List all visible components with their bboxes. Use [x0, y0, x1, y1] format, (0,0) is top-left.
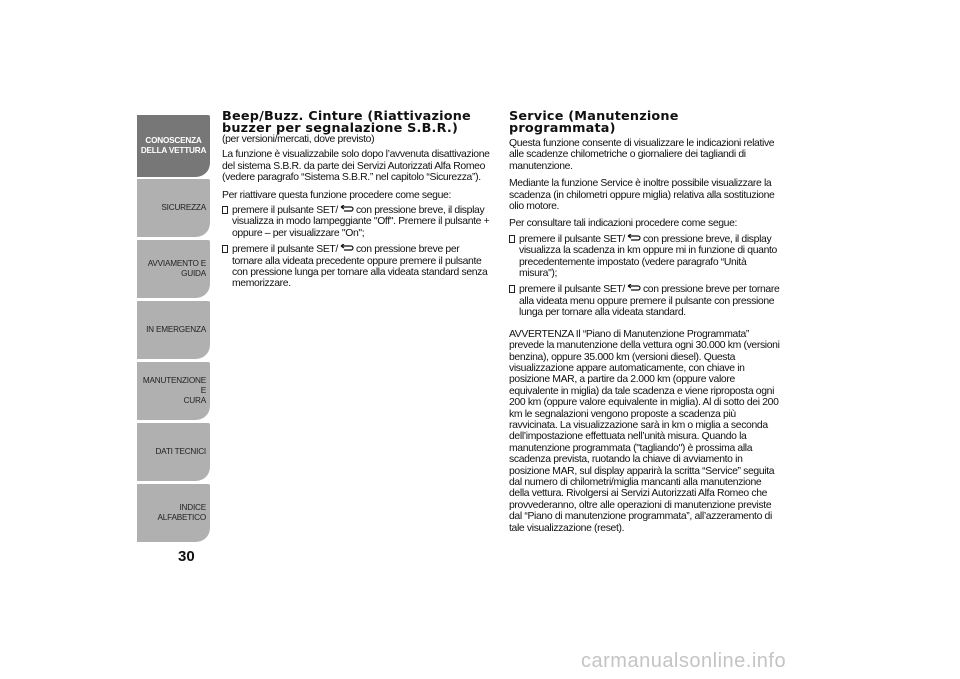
- checkbox-bullet-icon: [509, 285, 515, 293]
- list-item: [222, 244, 492, 290]
- return-arrow-icon: [627, 234, 641, 241]
- paragraph: Per riattivare questa funzione procedere come segue:: [222, 189, 452, 201]
- return-arrow-icon: [340, 244, 354, 251]
- bullet-text: premere il pulsante SET/: [232, 244, 338, 256]
- checkbox-bullet-icon: [509, 235, 515, 243]
- tab-indice[interactable]: [137, 484, 210, 542]
- tab-conoscenza[interactable]: [137, 115, 210, 177]
- tab-label: AVVIAMENTO E GUIDA: [147, 259, 206, 278]
- list-item: [509, 284, 784, 318]
- list-item: [509, 234, 784, 280]
- tab-label: IN EMERGENZA: [146, 325, 206, 334]
- tab-label: MANUTENZIONE E CURA: [142, 376, 206, 405]
- paragraph: Per consultare tali indicazioni procedere come segue:: [509, 218, 738, 230]
- tab-avviamento[interactable]: [137, 240, 210, 298]
- section-title-beep: Beep/Buzz. Cinture (Riattivazione buzzer per segnalazione S.B.R.): [222, 109, 471, 136]
- bullet-text: con pressione breve per tornare alla videata menu oppure premere il pulsante con pressione lunga per tornare alla videata standard.: [519, 284, 780, 319]
- subtitle: (per versioni/mercati, dove previsto): [222, 134, 375, 145]
- bullet-text: con pressione breve per tornare alla videata precedente oppure premere il pulsante con pressione lunga per tornare alla videata standard senza memorizzare.: [232, 244, 488, 290]
- bullet-text: con pressione breve, il display visualizza in modo lampeggiante "Off". Premere il pulsante + oppure – per visualizzare "On";: [232, 205, 490, 239]
- section-title-service: Service (Manutenzione programmata): [509, 109, 679, 136]
- bullet-text: con pressione breve, il display visualizza la scadenza in km oppure mi in funzione di quanto precedentemente impostato (vedere paragrafo “Unità misura");: [519, 233, 777, 280]
- bullet-text: premere il pulsante SET/: [519, 233, 625, 245]
- tab-label: DATI TECNICI: [155, 447, 206, 456]
- tab-emergenza[interactable]: [137, 301, 210, 359]
- return-arrow-icon: [627, 284, 641, 291]
- page-number: 30: [178, 548, 195, 565]
- return-arrow-icon: [340, 205, 354, 212]
- right-column: [509, 111, 784, 540]
- checkbox-bullet-icon: [222, 245, 228, 253]
- bullet-text: premere il pulsante SET/: [519, 284, 625, 296]
- tab-label: SICUREZZA: [161, 203, 206, 212]
- paragraph: La funzione è visualizzabile solo dopo l’avvenuta disattivazione del sistema S.B.R. da parte dei Servizi Autorizzati Alfa Romeo (vedere paragrafo “Sistema S.B.R.” nel capitolo “Sicurezza”).: [222, 149, 490, 184]
- warning-paragraph: AVVERTENZA Il “Piano di Manutenzione Programmata” prevede la manutenzione della vettura ogni 30.000 km (versioni benzina), oppure 35.000 km (versioni diesel). Questa visualizzazione appare automaticamente, con chiave in posizione MAR, a partire da 2.000 km (oppure valore equivalente in miglia) da tale scadenza e viene riproposta ogni 200 km (oppure valore equivalente in miglia). Al di sotto dei 200 km le segnalazioni vengono proposte a scadenza più ravvicinata. La visualizzazione sarà in km o miglia a seconda dell’impostazione effettuata nell’unità misura. Quando la manutenzione programmata ("tagliando") è prossima alla scadenza prevista, ruotando la chiave di avviamento in posizione MAR, sul display apparirà la scritta “Service” seguita dal numero di chilometri/miglia mancanti alla manutenzione della vettura. Rivolgersi ai Servizi Autorizzati Alfa Romeo che provvederanno, oltre alle operazioni di manutenzione previste dal “Piano di manutenzione programmata”, all’azzeramento di tale visualizzazione (reset).: [509, 328, 780, 534]
- left-column: [222, 111, 492, 295]
- paragraph: Questa funzione consente di visualizzare le indicazioni relative alle scadenze chilometriche o giornaliere dei tagliandi di manutenzione.: [509, 138, 775, 172]
- tab-manutenzione[interactable]: [137, 362, 210, 420]
- paragraph: Mediante la funzione Service è inoltre possibile visualizzare la scadenza (in chilometri oppure miglia) relativa alla sostituzione olio motore.: [509, 178, 775, 213]
- bullet-text: premere il pulsante SET/: [232, 205, 338, 217]
- tab-label: CONOSCENZA DELLA VETTURA: [140, 136, 207, 155]
- tab-dati-tecnici[interactable]: [137, 423, 210, 481]
- tab-sicurezza[interactable]: [137, 179, 210, 237]
- watermark: carmanualsonline.info: [581, 650, 787, 672]
- list-item: [222, 205, 492, 239]
- checkbox-bullet-icon: [222, 206, 228, 214]
- tab-label: INDICE ALFABETICO: [157, 503, 206, 522]
